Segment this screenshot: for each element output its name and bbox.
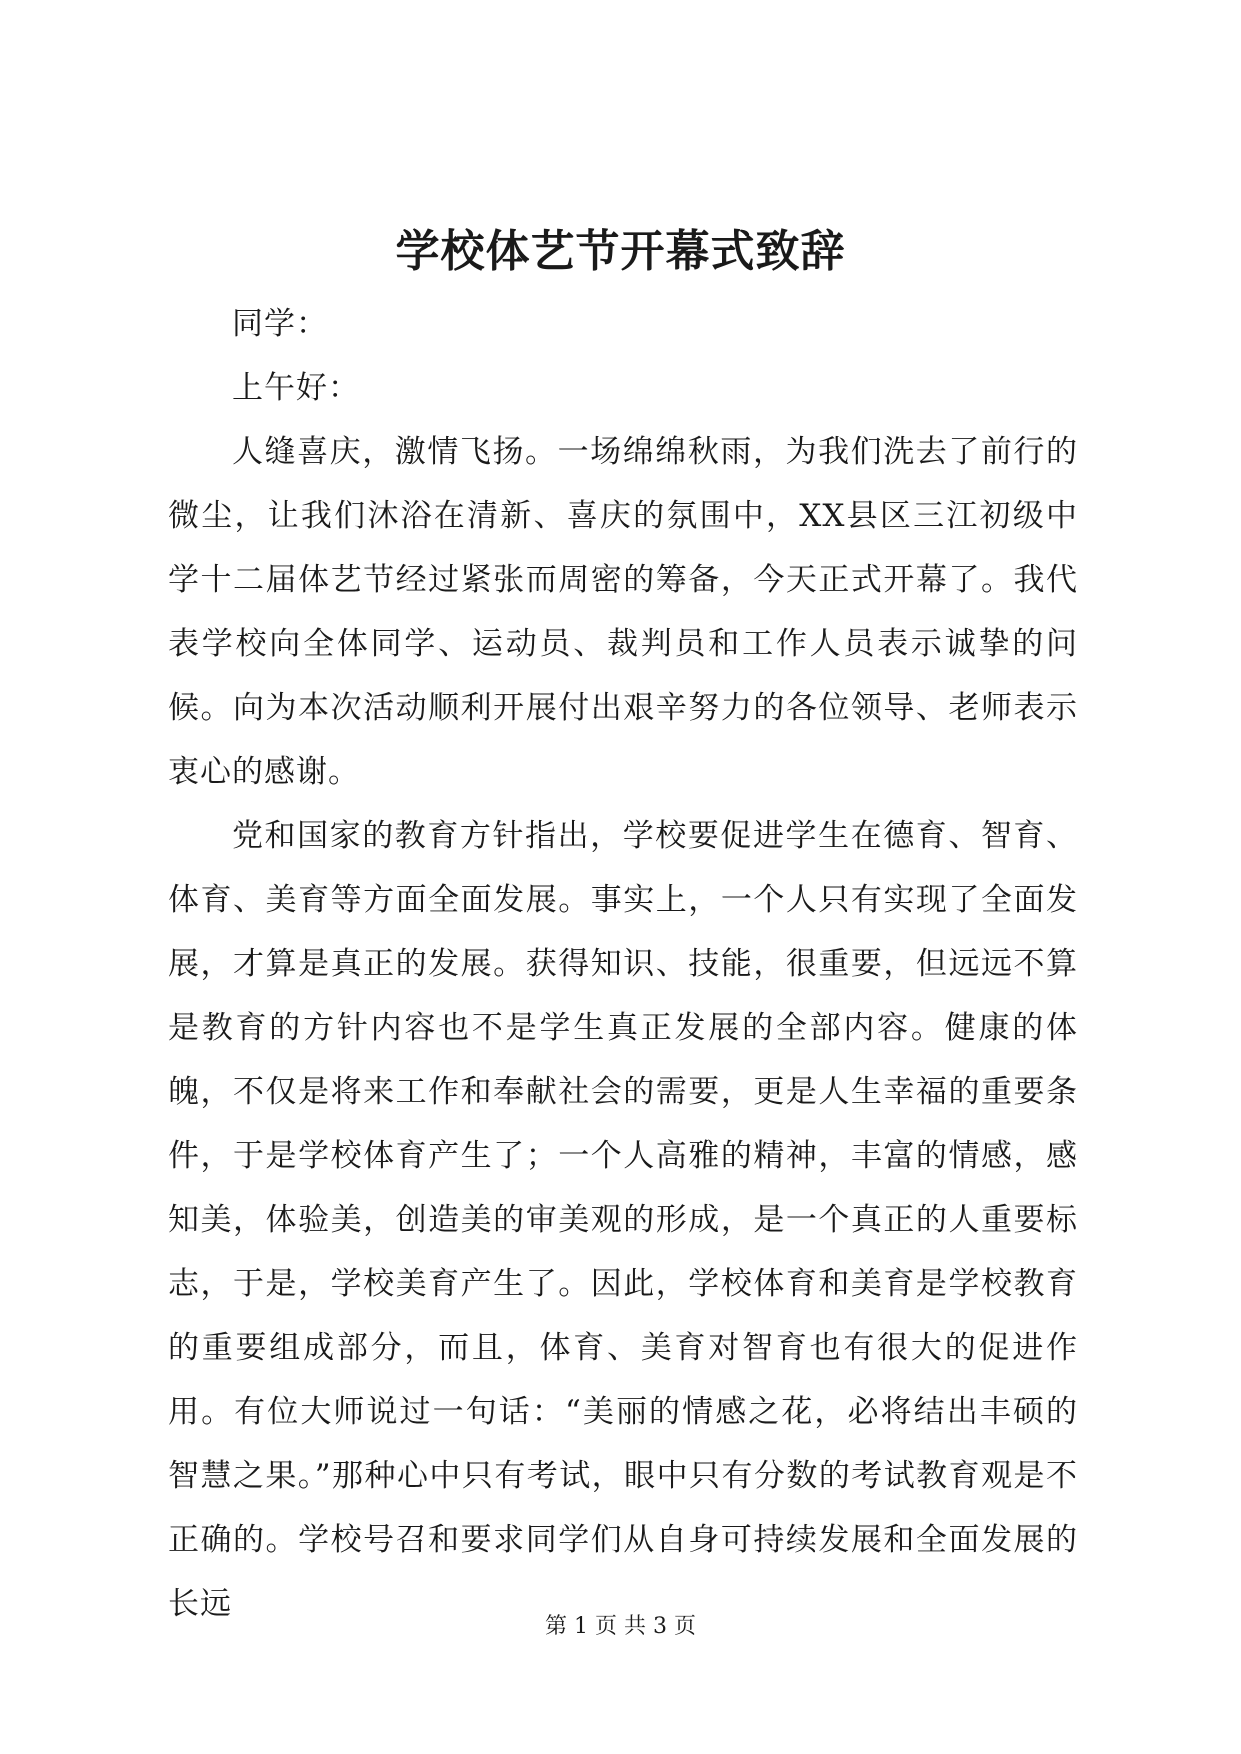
paragraph-education-policy: 党和国家的教育方针指出，学校要促进学生在德育、智育、体育、美育等方面全面发展。事实上，一个人只有实现了全面发展，才算是真正的发展。获得知识、技能，很重要，但远远不算是教育的方针内容也不是学生真正发展的全部内容。健康的体魄，不仅是将来工作和奉献社会的需要，更是人生幸福的重要条件，于是学校体育产生了；一个人高雅的精神，丰富的情感，感知美，体验美，创造美的审美观的形成，是一个真正的人重要标志，于是，学校美育产生了。因此，学校体育和美育是学校教育的重要组成部分，而且，体育、美育对智育也有很大的促进作用。有位大师说过一句话：“美丽的情感之花，必将结出丰硕的智慧之果。”那种心中只有考试，眼中只有分数的考试教育观是不正确的。学校号召和要求同学们从自身可持续发展和全面发展的长远 xyxy=(168,818,1078,1622)
document-title: 学校体艺节开幕式致辞 xyxy=(395,226,846,277)
salutation-greeting: 上午好： xyxy=(232,370,360,406)
document-body xyxy=(168,292,1078,1636)
paragraph-opening: 人缝喜庆，激情飞扬。一场绵绵秋雨，为我们洗去了前行的微尘，让我们沐浴在清新、喜庆的氛围中，XX县区三江初级中学十二届体艺节经过紧张而周密的筹备，今天正式开幕了。我代表学校向全体同学、运动员、裁判员和工作人员表示诚挚的问候。向为本次活动顺利开展付出艰辛努力的各位领导、老师表示衷心的感谢。 xyxy=(168,434,1078,790)
page-footer: 第 1 页 共 3 页 xyxy=(545,1614,696,1639)
salutation-students: 同学： xyxy=(232,306,328,342)
